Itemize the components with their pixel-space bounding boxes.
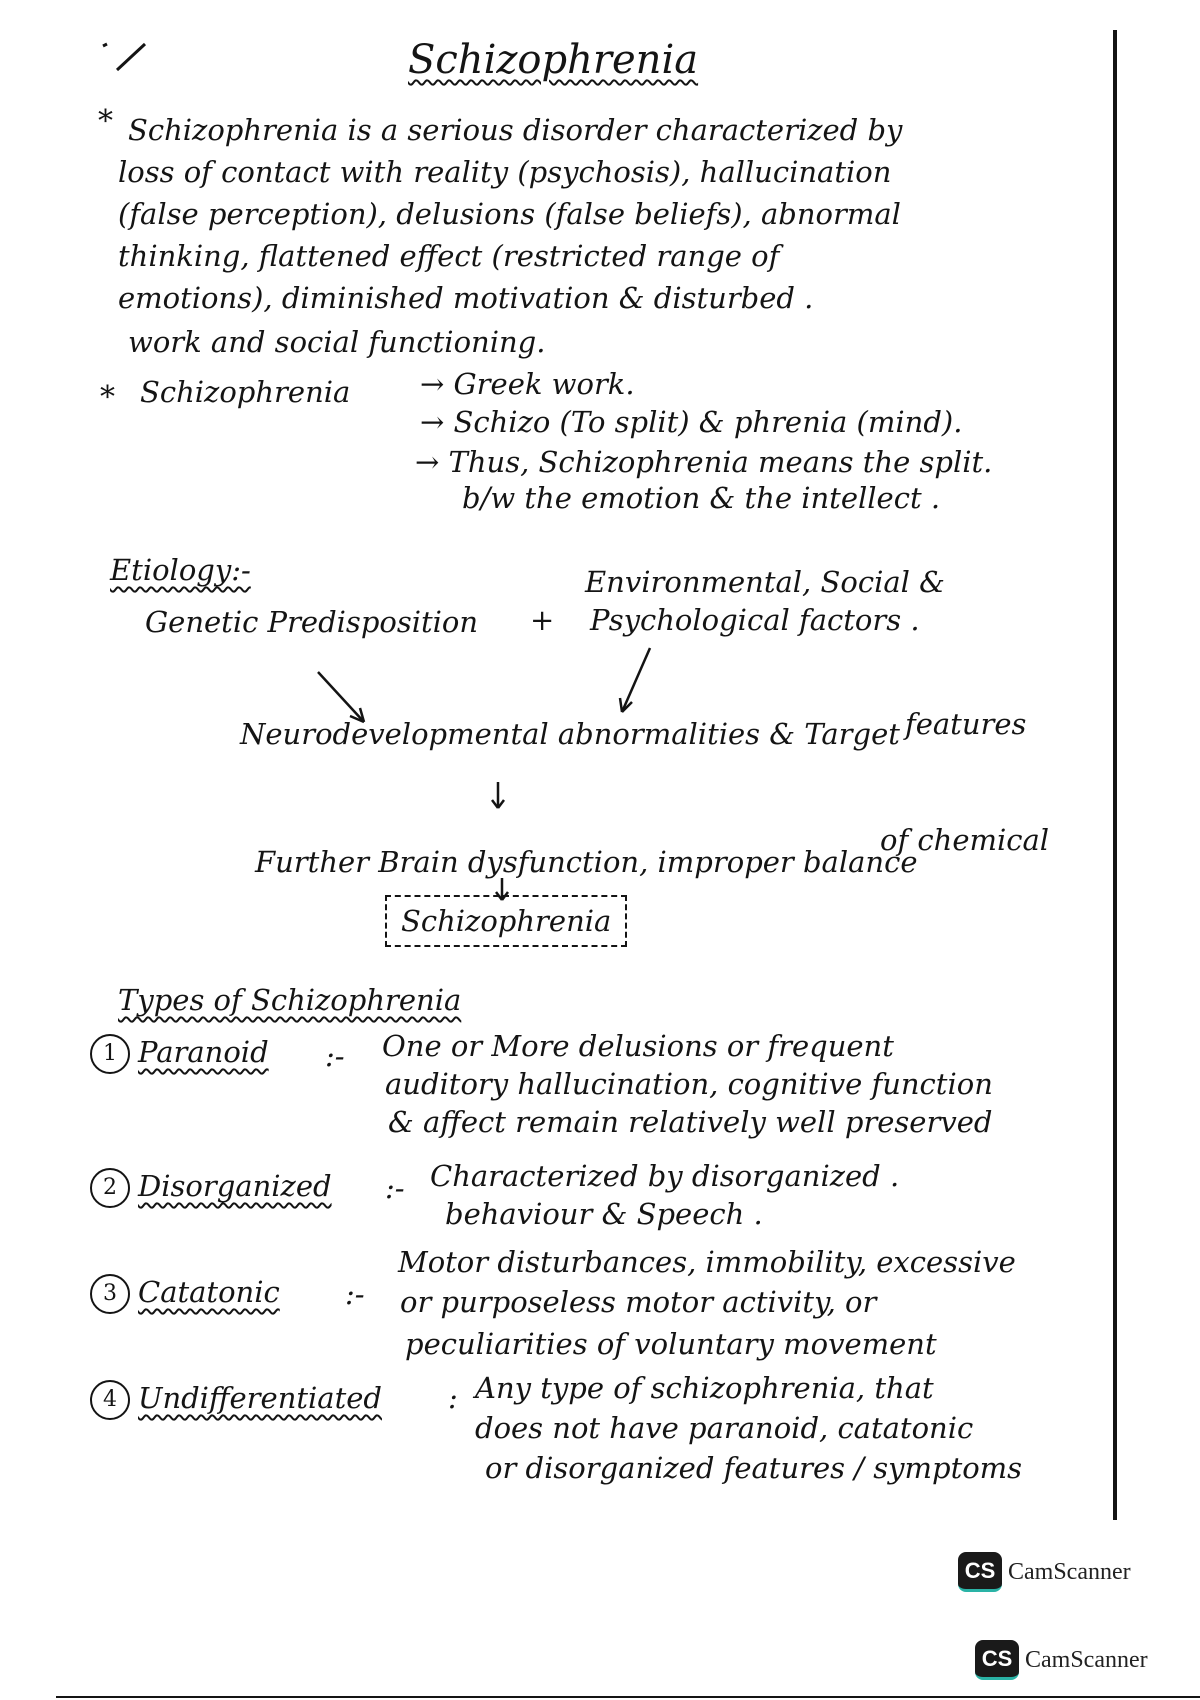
greek-line: → Thus, Schizophrenia means the split. — [415, 445, 993, 479]
type-name: Catatonic — [138, 1275, 280, 1309]
greek-line: → Schizo (To split) & phrenia (mind). — [420, 405, 963, 439]
type-item-catatonic — [90, 1270, 280, 1314]
intro-line: Schizophrenia is a serious disorder characterized by — [128, 113, 903, 147]
type-item-paranoid — [90, 1030, 269, 1074]
etiology-result-box: Schizophrenia — [385, 895, 627, 947]
arrow-environment-to-neuro — [622, 648, 650, 712]
type-desc-line: auditory hallucination, cognitive function — [385, 1067, 993, 1101]
type-item-undifferentiated — [90, 1376, 382, 1420]
type-desc-line: One or More delusions or frequent — [382, 1029, 894, 1063]
etiology-brain: Further Brain dysfunction, improper balance — [255, 845, 918, 879]
intro-line: emotions), diminished motivation & disturbed . — [118, 281, 814, 315]
camscanner-text: CamScanner — [1008, 1558, 1131, 1585]
intro-line: thinking, flattened effect (restricted range of — [118, 239, 780, 273]
etiology-neuro: Neurodevelopmental abnormalities & Target — [240, 717, 900, 751]
camscanner-watermark — [975, 1640, 1148, 1680]
type-desc-line: or purposeless motor activity, or — [400, 1285, 877, 1319]
type-sep: :- — [385, 1171, 405, 1205]
etiology-neuro-cont: features — [905, 707, 1027, 741]
type-name: Paranoid — [138, 1035, 269, 1069]
greek-line: b/w the emotion & the intellect . — [462, 481, 941, 515]
etiology-brain-cont: of chemical — [880, 823, 1050, 857]
type-name: Disorganized — [138, 1169, 332, 1203]
type-number: 1 — [90, 1034, 130, 1074]
type-sep: :- — [345, 1277, 365, 1311]
types-heading: Types of Schizophrenia — [118, 983, 462, 1017]
etiology-plus: + — [530, 603, 555, 637]
type-number: 3 — [90, 1274, 130, 1314]
type-sep: :- — [325, 1039, 345, 1073]
camscanner-logo-icon: CS — [958, 1552, 1002, 1592]
camscanner-watermark — [958, 1552, 1131, 1592]
type-number: 2 — [90, 1168, 130, 1208]
type-desc-line: peculiarities of voluntary movement — [405, 1327, 937, 1361]
etiology-heading: Etiology:- — [110, 553, 251, 587]
type-desc-line: or disorganized features / symptoms — [485, 1451, 1023, 1485]
etiology-psychological: Psychological factors . — [590, 603, 920, 637]
type-desc-line: does not have paranoid, catatonic — [475, 1411, 974, 1445]
type-name: Undifferentiated — [138, 1381, 382, 1415]
bottom-rule — [56, 1696, 1200, 1698]
etiology-genetic: Genetic Predisposition — [145, 605, 479, 639]
type-desc-line: Motor disturbances, immobility, excessive — [398, 1245, 1016, 1279]
type-sep: : — [448, 1381, 458, 1415]
intro-bullet: * — [98, 104, 113, 139]
right-margin-rule — [1113, 30, 1117, 1520]
intro-line: work and social functioning. — [128, 325, 546, 359]
intro-line: loss of contact with reality (psychosis), hallucination — [118, 155, 892, 189]
camscanner-logo-icon: CS — [975, 1640, 1019, 1680]
page-title: Schizophrenia — [408, 37, 699, 83]
greek-term: Schizophrenia — [140, 375, 351, 409]
corner-tick-mark — [95, 38, 155, 78]
type-item-disorganized — [90, 1164, 332, 1208]
camscanner-text: CamScanner — [1025, 1646, 1148, 1673]
type-number: 4 — [90, 1380, 130, 1420]
etiology-environment: Environmental, Social & — [585, 565, 945, 599]
type-desc-line: Any type of schizophrenia, that — [475, 1371, 934, 1405]
greek-bullet: * — [100, 380, 115, 415]
type-desc-line: & affect remain relatively well preserved — [388, 1105, 993, 1139]
greek-line: → Greek work. — [420, 367, 635, 401]
type-desc-line: behaviour & Speech . — [445, 1197, 763, 1231]
type-desc-line: Characterized by disorganized . — [430, 1159, 900, 1193]
intro-line: (false perception), delusions (false beliefs), abnormal — [118, 197, 901, 231]
